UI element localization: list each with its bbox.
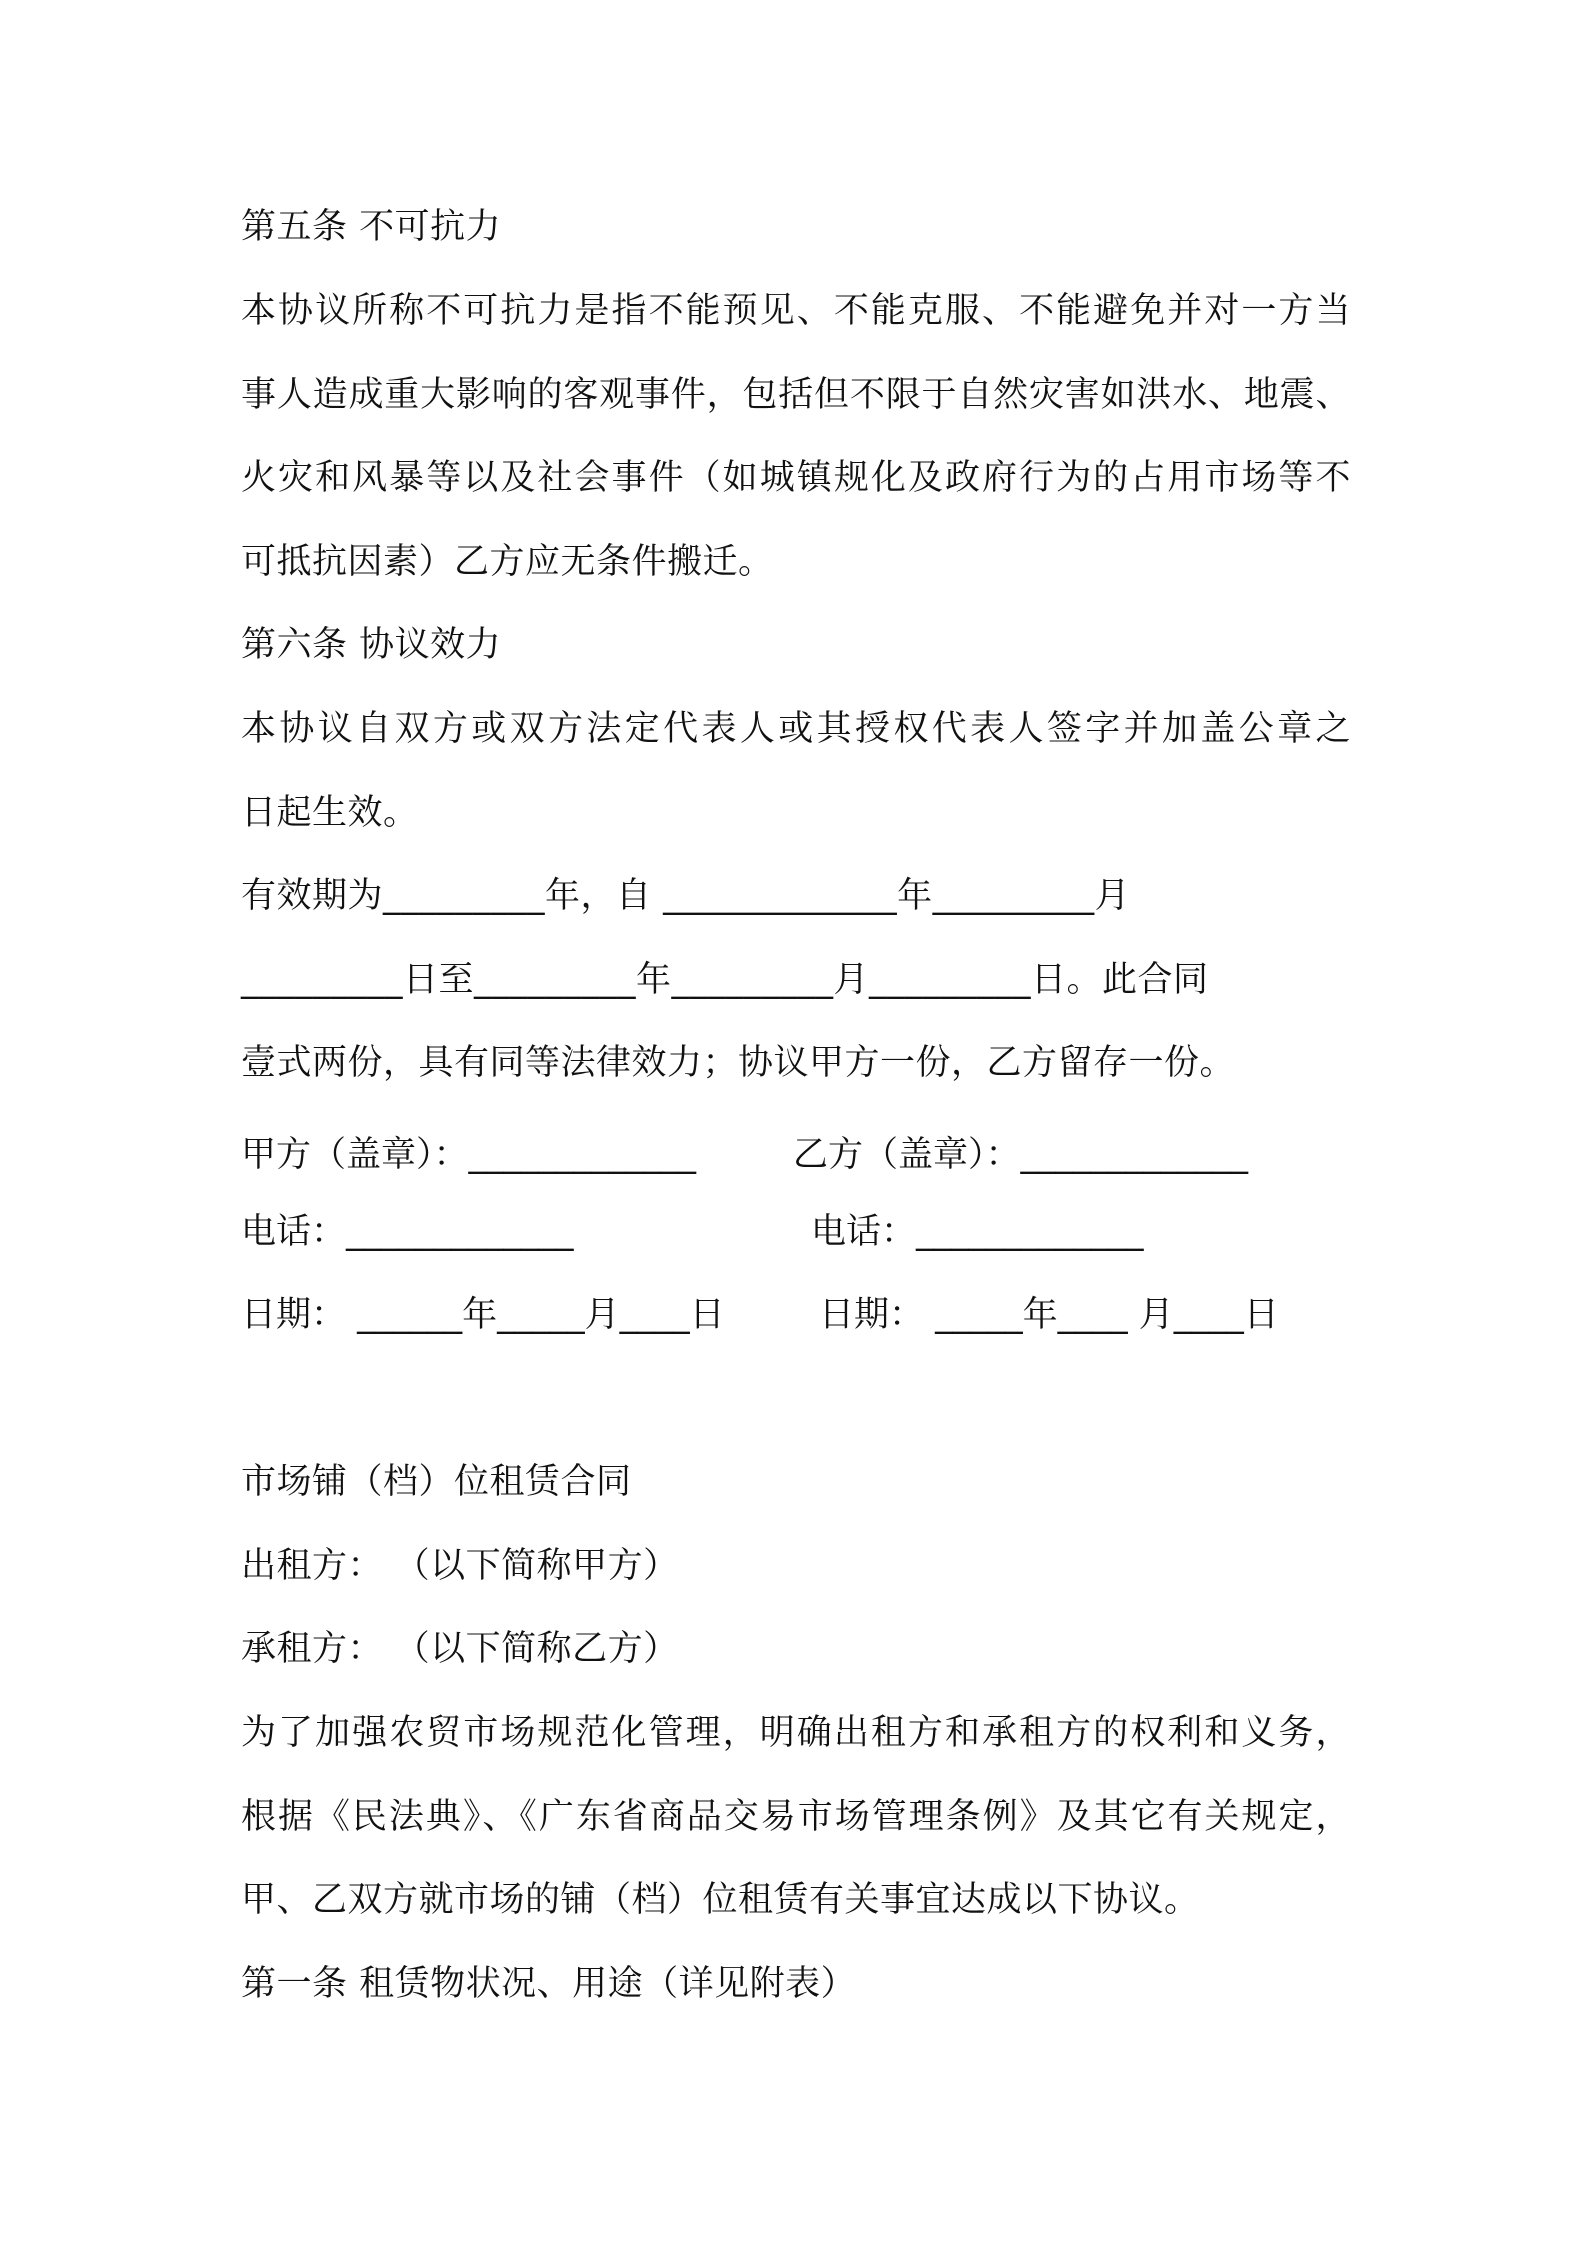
article5-line-1: 本协议所称不可抗力是指不能预见、不能克服、不能避免并对一方当 <box>241 291 1351 331</box>
article6-heading: 第六条 协议效力 <box>241 625 502 665</box>
article5-heading: 第五条 不可抗力 <box>241 207 502 247</box>
party-b-seal: 乙方（盖章）：_____________ <box>793 1135 1249 1175</box>
lessor-line: 出租方： （以下简称甲方） <box>241 1546 679 1586</box>
article5-line-4: 可抵抗因素）乙方应无条件搬迁。 <box>241 542 774 582</box>
article1-heading: 第一条 租赁物状况、用途（详见附表） <box>241 1964 857 2004</box>
article5-line-3: 火灾和风暴等以及社会事件（如城镇规化及政府行为的占用市场等不 <box>241 458 1351 498</box>
phone-row <box>241 1210 1351 1254</box>
lessee-line: 承租方： （以下简称乙方） <box>241 1629 679 1669</box>
party-a-date: 日期： ______年_____月____日 <box>241 1295 725 1335</box>
article5-line-2: 事人造成重大影响的客观事件，包括但不限于自然灾害如洪水、地震、 <box>241 375 1351 415</box>
preamble-line-3: 甲、乙双方就市场的铺（档）位租赁有关事宜达成以下协议。 <box>241 1880 1200 1920</box>
date-row <box>241 1293 1351 1337</box>
contract-title: 市场铺（档）位租赁合同 <box>241 1462 632 1502</box>
seal-row <box>241 1133 1351 1177</box>
copies-line: 壹式两份，具有同等法律效力；协议甲方一份，乙方留存一份。 <box>241 1043 1236 1083</box>
preamble-line-1: 为了加强农贸市场规范化管理，明确出租方和承租方的权利和义务， <box>241 1713 1351 1753</box>
party-a-phone: 电话：_____________ <box>241 1212 574 1252</box>
preamble-line-2: 根据《民法典》、《广东省商品交易市场管理条例》及其它有关规定， <box>241 1797 1351 1837</box>
validity-line-1: 有效期为_________年，自 _____________年_________月 <box>241 876 1131 916</box>
validity-line-2: _________日至_________年_________月_________日。此合同 <box>241 960 1209 1000</box>
party-a-seal: 甲方（盖章）：_____________ <box>241 1135 697 1175</box>
party-b-phone: 电话：_____________ <box>811 1212 1144 1252</box>
article6-line-1: 本协议自双方或双方法定代表人或其授权代表人签字并加盖公章之 <box>241 709 1351 749</box>
article6-line-2: 日起生效。 <box>241 793 419 833</box>
party-b-date: 日期： _____年____ 月____日 <box>819 1295 1279 1335</box>
